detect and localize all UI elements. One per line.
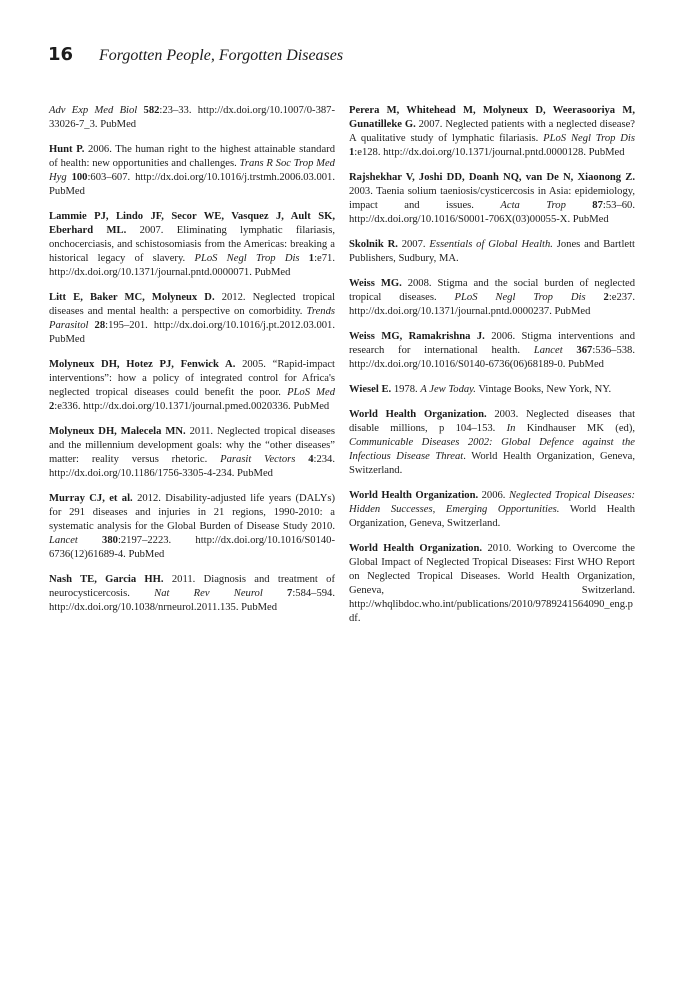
ref-journal: PLoS Negl Trop Dis: [543, 133, 635, 144]
ref-journal: Lancet: [533, 345, 563, 356]
page-header: [48, 44, 648, 70]
ref-volume: 380: [77, 535, 118, 546]
ref-volume: 100: [66, 172, 88, 183]
ref-year: 2011.: [185, 426, 214, 437]
ref-journal: PLoS Med: [287, 387, 335, 398]
reference-entry: [49, 425, 335, 481]
ref-year: 2003.: [349, 186, 373, 197]
ref-authors: Weiss MG, Ramakrishna J.: [349, 331, 485, 342]
ref-volume: 367: [562, 345, 593, 356]
ref-year: 2012.: [132, 493, 161, 504]
ref-authors: Skolnik R.: [349, 239, 398, 250]
ref-pages: :e71. http://dx.doi.org/10.1371/journal.pntd.0000071. PubMed: [49, 253, 335, 278]
ref-year: 2006.: [84, 144, 112, 155]
reference-entry: [349, 104, 635, 160]
ref-year: 2005.: [235, 359, 266, 370]
ref-year: 2003.: [486, 409, 519, 420]
ref-title: Disability-adjusted life years (DALYs) for 291 diseases and injuries in 21 regions, 1990-2010: a systematic analysis for the Global Burden of Disease Study 2010.: [49, 493, 335, 532]
ref-year: 2006.: [484, 331, 516, 342]
ref-pages: Vintage Books, New York, NY.: [475, 384, 612, 395]
ref-volume: 7: [262, 588, 293, 599]
ref-pages: :2197–2223. http://dx.doi.org/10.1016/S0140-6736(12)61689-4. PubMed: [49, 535, 335, 560]
references-left-column: [49, 104, 335, 626]
reference-entry: [349, 542, 635, 626]
ref-volume: 4: [295, 454, 314, 465]
ref-pages: World Health Organization, Geneva, Switzerland.: [349, 504, 635, 529]
ref-journal: A Jew Today.: [420, 384, 476, 395]
ref-pages: :e128. http://dx.doi.org/10.1371/journal.pntd.0000128. PubMed: [354, 147, 625, 158]
ref-publisher: . World Health Organization, Geneva, Switzerland.: [349, 451, 635, 476]
ref-pages: :23–33. http://dx.doi.org/10.1007/0-387-33026-7_3. PubMed: [49, 105, 335, 130]
ref-title: Taenia solium taeniosis/cysticercosis in Asia: epidemiology, impact and issues.: [349, 186, 635, 211]
reference-entry: [349, 171, 635, 227]
ref-journal: Acta Trop: [500, 200, 566, 211]
ref-year: 2007.: [397, 239, 426, 250]
ref-pages: :e336. http://dx.doi.org/10.1371/journal.pmed.0020336. PubMed: [54, 401, 330, 412]
ref-journal: Trans R Soc Trop Med Hyg: [49, 158, 335, 183]
ref-volume: 2: [585, 292, 609, 303]
ref-year: 2008.: [401, 278, 432, 289]
ref-pages: Jones and Bartlett Publishers, Sudbury, MA.: [349, 239, 636, 264]
ref-volume: 28: [88, 320, 106, 331]
ref-authors: Molyneux DH, Hotez PJ, Fenwick A.: [49, 359, 236, 370]
ref-volume: 582: [143, 105, 160, 116]
reference-entry: [49, 358, 335, 414]
ref-volume: 87: [565, 200, 603, 211]
ref-title: Neglected tropical diseases and mental health: a perspective on comorbidity.: [49, 292, 336, 317]
reference-entry: [49, 573, 335, 615]
ref-authors: Hunt P.: [49, 144, 85, 155]
ref-volume: 1: [299, 253, 315, 264]
ref-book-title: Communicable Diseases 2002: Global Defence against the Infectious Disease Threat: [349, 437, 635, 462]
ref-authors: Nash TE, Garcia HH.: [49, 574, 164, 585]
ref-authors: Molyneux DH, Malecela MN.: [49, 426, 186, 437]
reference-entry: [349, 383, 635, 397]
ref-title: The human right to the highest attainable standard of health: new opportunities and challenges.: [49, 144, 335, 169]
reference-entry: [349, 408, 635, 478]
reference-entry: [49, 210, 335, 280]
ref-year: 2012.: [214, 292, 246, 303]
ref-year: 2007.: [415, 119, 443, 130]
ref-title: Stigma interventions and research for international health.: [349, 331, 635, 356]
running-title: Forgotten People, Forgotten Diseases: [99, 47, 344, 64]
ref-journal: Parasit Vectors: [220, 454, 296, 465]
ref-pages: :234. http://dx.doi.org/10.1186/1756-3305-4-234. PubMed: [49, 454, 335, 479]
ref-year: 1978.: [391, 384, 418, 395]
ref-authors: Perera M, Whitehead M, Molyneux D, Weerasooriya M, Gunatilleke G.: [349, 105, 635, 130]
ref-authors: Wiesel E.: [349, 384, 392, 395]
ref-journal: Neglected Tropical Diseases: Hidden Successes, Emerging Opportunities.: [349, 490, 636, 515]
ref-title: Neglected patients with a neglected disease? A qualitative study of lymphatic filariasis.: [349, 119, 636, 144]
reference-entry: [349, 330, 635, 372]
ref-pages: Kindhauser MK (ed),: [515, 423, 635, 434]
ref-authors: World Health Organization.: [349, 543, 483, 554]
ref-authors: Litt E, Baker MC, Molyneux D.: [49, 292, 215, 303]
ref-year: 2011.: [163, 574, 196, 585]
reference-entry: [349, 277, 635, 319]
ref-title: Working to Overcome the Global Impact of Neglected Tropical Diseases: First WHO Report on Neglected Tropical Diseases. World Health Organization, Geneva, Switzerland. http://whqlibdoc.who.int/publications/2010/9789241564090_eng.pdf.: [349, 543, 635, 624]
ref-journal: PLoS Negl Trop Dis: [194, 253, 300, 264]
references-right-column: [349, 104, 635, 637]
ref-volume: 2: [49, 401, 55, 412]
reference-entry: [49, 104, 335, 132]
ref-year: 2006.: [478, 490, 506, 501]
ref-year: 2007.: [126, 225, 164, 236]
ref-authors: World Health Organization.: [349, 409, 487, 420]
ref-authors: Murray CJ, et al.: [49, 493, 133, 504]
ref-journal: Essentials of Global Health.: [429, 239, 553, 250]
ref-volume: 1: [349, 147, 355, 158]
reference-entry: [349, 489, 635, 531]
ref-pages: :584–594. http://dx.doi.org/10.1038/nrneurol.2011.135. PubMed: [49, 588, 335, 613]
ref-authors: Weiss MG.: [349, 278, 402, 289]
ref-journal: Trends Parasitol: [49, 306, 335, 331]
ref-title: Neglected diseases that disable millions, p 104–153.: [349, 409, 636, 434]
ref-year: 2010.: [482, 543, 512, 554]
ref-title: Neglected tropical diseases and the millennium development goals: why the “other diseases” matter: reality versus rhetoric.: [49, 426, 335, 465]
ref-journal: In: [506, 423, 516, 434]
ref-pages: :195–201. http://dx.doi.org/10.1016/j.pt.2012.03.001. PubMed: [49, 320, 335, 345]
ref-authors: World Health Organization.: [349, 490, 479, 501]
ref-pages: :603–607. http://dx.doi.org/10.1016/j.trstmh.2006.03.001. PubMed: [49, 172, 335, 197]
ref-authors: Lammie PJ, Lindo JF, Secor WE, Vasquez J, Ault SK, Eberhard ML.: [49, 211, 335, 236]
ref-pages: :53–60. http://dx.doi.org/10.1016/S0001-706X(03)00055-X. PubMed: [349, 200, 635, 225]
ref-journal: Adv Exp Med Biol: [49, 105, 138, 116]
reference-entry: [49, 492, 335, 562]
ref-journal: PLoS Negl Trop Dis: [454, 292, 586, 303]
ref-title: Diagnosis and treatment of neurocysticercosis.: [49, 574, 335, 599]
ref-title: Eliminating lymphatic filariasis, onchocerciasis, and schistosomiasis from the Americas: breaking a historical legacy of slavery.: [49, 225, 335, 264]
ref-journal: Lancet: [49, 535, 78, 546]
ref-journal: Nat Rev Neurol: [154, 588, 263, 599]
reference-entry: [349, 238, 635, 266]
ref-pages: :536–538. http://dx.doi.org/10.1016/S0140-6736(06)68189-0. PubMed: [349, 345, 635, 370]
page-number: 16: [48, 44, 74, 65]
ref-pages: :e237. http://dx.doi.org/10.1371/journal.pntd.0000237. PubMed: [349, 292, 635, 317]
ref-title: Stigma and the social burden of neglected tropical diseases.: [349, 278, 636, 303]
ref-authors: Rajshekhar V, Joshi DD, Doanh NQ, van De N, Xiaonong Z.: [349, 172, 635, 183]
ref-title: “Rapid-impact interventions”: how a policy of integrated control for Africa's neglected tropical diseases could benefit the poor.: [49, 359, 335, 398]
reference-entry: [49, 291, 335, 347]
reference-entry: [49, 143, 335, 199]
